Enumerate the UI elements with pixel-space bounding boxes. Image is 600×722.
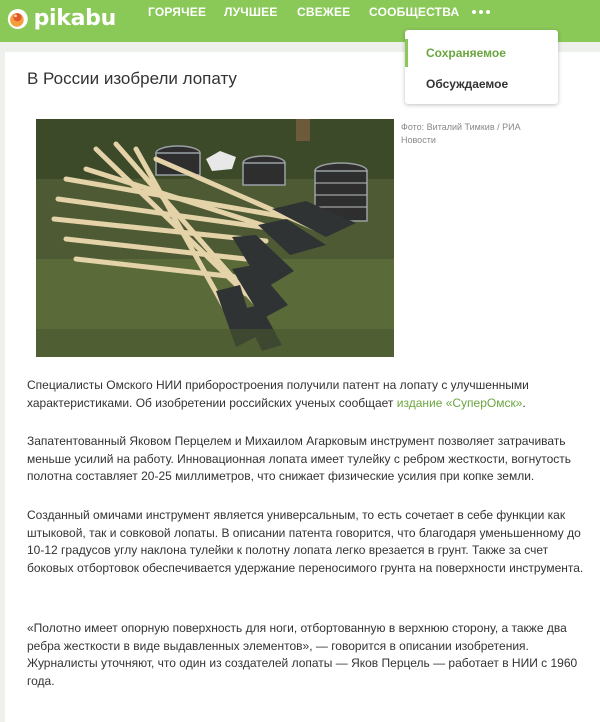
story-photo[interactable] <box>36 119 394 357</box>
paragraph-2: Запатентованный Яковом Перцелем и Михаилом Агарковым инструмент позволяет затрачивать меньше усилий на работу. Инновационная лопата имеет тулейку с ребром жесткости, вогнутость полотна составляет 20-25 миллиметров, что снижает физические усилия при копке земли. <box>27 434 572 483</box>
paragraph-1-end: . <box>522 395 526 410</box>
photo-credit: Фото: Виталий Тимкив / РИА Новости <box>401 122 521 145</box>
more-icon[interactable] <box>472 10 492 16</box>
paragraph-1 <box>27 377 587 412</box>
nav-best[interactable]: ЛУЧШЕЕ <box>224 5 278 19</box>
source-link[interactable]: издание «СуперОмск» <box>396 395 523 410</box>
nav-communities[interactable]: СООБЩЕСТВА <box>369 5 460 19</box>
nav-hot[interactable]: ГОРЯЧЕЕ <box>148 5 207 19</box>
nav-fresh[interactable]: СВЕЖЕЕ <box>297 5 351 19</box>
more-dropdown <box>405 30 558 104</box>
logo-text: pikabu <box>33 6 116 31</box>
dropdown-item-saved[interactable]: Сохраняемое <box>426 46 506 60</box>
dropdown-item-discussed[interactable]: Обсуждаемое <box>426 77 509 91</box>
story-title[interactable]: В России изобрели лопату <box>27 69 237 88</box>
paragraph-4: «Полотно имеет опорную поверхность для ноги, отбортованную в верхнюю сторону, а также два ребра жесткости в виде выдавленных элементов», — говорится в описании изобретения. Журналисты уточняют, что один из создателей лопаты — Яков Перцель — работает в НИИ с 1960 года. <box>27 621 578 688</box>
paragraph-1-text: Специалисты Омского НИИ приборостроения получили патент на лопату с улучшенными характеристиками. Об изобретении российских ученых сообщает <box>27 378 529 410</box>
pikabu-logo[interactable] <box>6 2 116 36</box>
active-indicator <box>405 39 408 67</box>
pikabu-logo-icon <box>6 6 30 32</box>
story-card <box>5 52 600 722</box>
paragraph-3: Созданный омичами инструмент является универсальным, то есть сочетает в себе функции как штыковой, так и совковой лопаты. В описании патента говорится, что благодаря уменьшенному до 10-12 градусов углу наклона тулейки к полотну лопата легко врезается в грунт. Также за счет боковых отбортовок обеспечивается удержание переносимого грунта на поверхности инструмента. <box>27 508 584 575</box>
